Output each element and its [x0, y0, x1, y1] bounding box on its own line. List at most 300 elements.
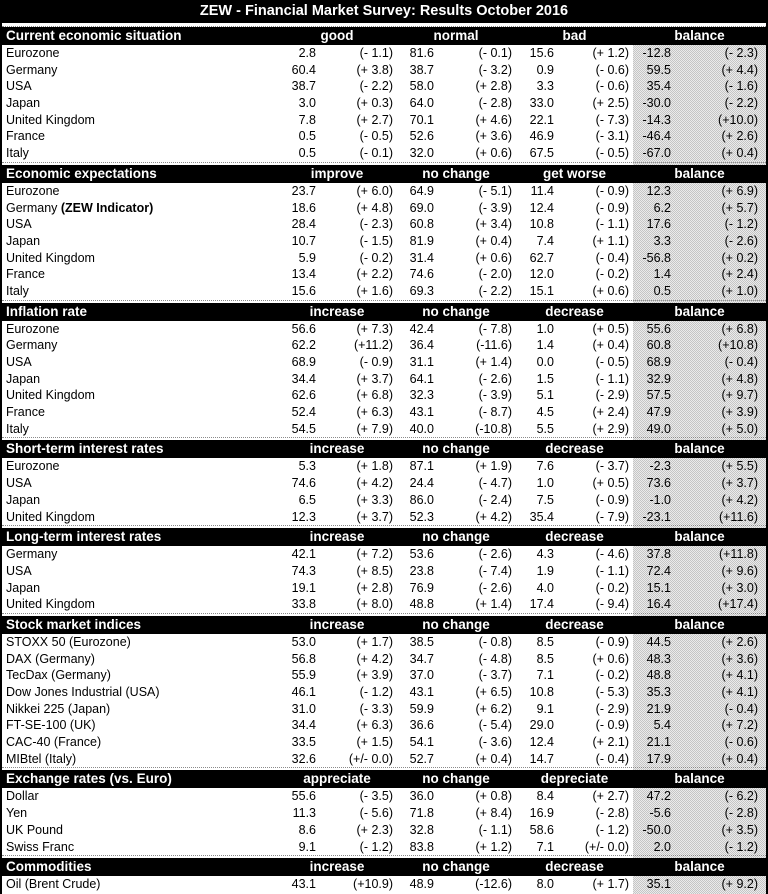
value-cell: 16.4 — [646, 597, 671, 612]
value-cell: 3.3 — [536, 79, 554, 94]
table-row — [2, 337, 766, 354]
value-cell: 81.6 — [409, 46, 434, 60]
row-label: USA — [6, 476, 32, 491]
column-header: decrease — [545, 441, 604, 457]
table-row — [2, 387, 766, 404]
value-cell: 21.1 — [646, 735, 671, 750]
change-cell: (- 3.1) — [595, 129, 629, 144]
value-cell: 55.6 — [646, 321, 671, 336]
change-cell: (+ 2.8) — [356, 580, 393, 595]
section-header — [2, 858, 766, 876]
change-cell: (- 0.6) — [595, 62, 629, 77]
table-row — [2, 45, 766, 62]
value-cell: 3.0 — [298, 96, 316, 111]
value-cell: 32.9 — [646, 371, 671, 386]
column-header: no change — [422, 859, 490, 875]
change-cell: (+ 9.6) — [721, 563, 758, 578]
table-row — [2, 283, 766, 300]
value-cell: 59.5 — [646, 62, 671, 77]
table-row — [2, 651, 766, 668]
change-cell: (- 2.6) — [478, 580, 512, 595]
value-cell: 35.1 — [646, 877, 671, 892]
change-cell: (- 2.9) — [595, 701, 629, 716]
column-header: appreciate — [303, 771, 371, 787]
row-label: CAC-40 (France) — [6, 735, 102, 750]
value-cell: 69.3 — [409, 283, 434, 298]
table-row — [2, 717, 766, 734]
change-cell: (+ 6.3) — [356, 405, 393, 420]
change-cell: (+ 0.6) — [475, 146, 512, 161]
section-title: Stock market indices — [6, 616, 142, 632]
value-cell: 60.8 — [646, 338, 671, 353]
change-cell: (- 2.6) — [478, 547, 512, 562]
change-cell: (+ 1.2) — [592, 46, 629, 60]
change-cell: (+ 3.8) — [356, 62, 393, 77]
change-cell: (- 0.1) — [478, 46, 512, 60]
change-cell: (+ 0.2) — [721, 250, 758, 265]
value-cell: 56.6 — [291, 321, 316, 336]
value-cell: 0.5 — [298, 129, 316, 144]
table-row — [2, 145, 766, 162]
value-cell: 3.3 — [653, 233, 671, 248]
change-cell: (- 0.4) — [595, 751, 629, 766]
value-cell: 23.8 — [409, 563, 434, 578]
row-label: USA — [6, 355, 32, 369]
change-cell: (- 1.2) — [359, 685, 393, 699]
change-cell: (- 2.2) — [478, 283, 512, 298]
value-cell: 52.6 — [409, 129, 434, 144]
change-cell: (- 1.1) — [595, 563, 629, 578]
change-cell: (+ 0.4) — [475, 751, 512, 766]
column-header: good — [320, 28, 354, 43]
value-cell: 68.9 — [646, 355, 671, 369]
change-cell: (+ 8.0) — [356, 597, 393, 612]
value-cell: 0.9 — [536, 62, 554, 77]
column-header: increase — [309, 441, 365, 457]
change-cell: (+ 4.2) — [356, 651, 393, 666]
change-cell: (+ 7.9) — [356, 421, 393, 436]
row-label: Japan — [6, 492, 41, 507]
value-cell: -1.0 — [649, 492, 671, 507]
change-cell: (+ 3.9) — [356, 668, 393, 683]
value-cell: 43.1 — [409, 405, 434, 420]
column-header: decrease — [545, 859, 604, 875]
change-cell: (+ 0.6) — [475, 250, 512, 265]
change-cell: (+ 4.2) — [356, 476, 393, 491]
change-cell: (- 9.4) — [595, 597, 629, 612]
column-header: no change — [422, 616, 490, 632]
table-row — [2, 580, 766, 597]
value-cell: 32.3 — [409, 388, 434, 403]
column-header: increase — [309, 303, 365, 319]
change-cell: (+ 3.0) — [721, 580, 758, 595]
column-header: increase — [309, 529, 365, 545]
column-header: depreciate — [540, 771, 609, 787]
change-cell: (+ 2.6) — [721, 129, 758, 144]
change-cell: (+ 8.5) — [356, 563, 393, 578]
change-cell: (+ 1.6) — [356, 283, 393, 298]
change-cell: (- 4.7) — [478, 476, 512, 491]
change-cell: (+10.0) — [718, 112, 758, 127]
change-cell: (+ 8.4) — [475, 806, 512, 821]
column-header: no change — [422, 165, 490, 181]
change-cell: (+ 6.0) — [356, 183, 393, 198]
change-cell: (- 0.4) — [724, 701, 758, 716]
change-cell: (+ 6.8) — [721, 321, 758, 336]
value-cell: 43.1 — [409, 685, 434, 699]
value-cell: 7.8 — [298, 112, 316, 127]
change-cell: (+ 2.1) — [592, 735, 629, 750]
value-cell: 8.6 — [298, 822, 316, 837]
value-cell: 62.7 — [529, 250, 554, 265]
change-cell: (+/- 0.0) — [584, 839, 629, 854]
row-label: Eurozone — [6, 46, 60, 60]
value-cell: 12.4 — [529, 200, 554, 215]
value-cell: 6.5 — [298, 492, 316, 507]
change-cell: (- 1.1) — [359, 46, 393, 60]
table-row — [2, 751, 766, 768]
column-header: balance — [674, 859, 725, 875]
row-label: USA — [6, 79, 32, 94]
change-cell: (+11.2) — [353, 338, 393, 353]
row-label: Italy — [6, 283, 29, 298]
value-cell: 47.9 — [646, 405, 671, 420]
change-cell: (- 5.6) — [359, 806, 393, 821]
section-header — [2, 303, 766, 321]
table-row — [2, 634, 766, 651]
change-cell: (+ 7.2) — [356, 547, 393, 562]
change-cell: (- 0.6) — [724, 735, 758, 750]
value-cell: 22.1 — [529, 112, 554, 127]
table-row — [2, 95, 766, 112]
change-cell: (+ 0.4) — [721, 751, 758, 766]
value-cell: 7.6 — [536, 459, 554, 474]
value-cell: 34.4 — [291, 371, 316, 386]
value-cell: 32.6 — [291, 751, 316, 766]
value-cell: 15.1 — [646, 580, 671, 595]
row-label: France — [6, 129, 45, 144]
change-cell: (- 3.5) — [359, 789, 393, 804]
table-row — [2, 822, 766, 839]
table-row — [2, 421, 766, 438]
change-cell: (- 0.9) — [595, 634, 629, 649]
change-cell: (+ 4.6) — [475, 112, 512, 127]
change-cell: (+ 1.8) — [356, 459, 393, 474]
change-cell: (- 0.9) — [595, 718, 629, 733]
value-cell: 7.5 — [536, 492, 554, 507]
value-cell: 81.9 — [409, 233, 434, 248]
change-cell: (- 0.1) — [359, 146, 393, 161]
value-cell: 21.9 — [646, 701, 671, 716]
table-row — [2, 354, 766, 371]
change-cell: (+ 1.0) — [721, 283, 758, 298]
value-cell: 0.5 — [298, 146, 316, 161]
value-cell: 44.5 — [646, 634, 671, 649]
section-title: Current economic situation — [6, 28, 182, 43]
change-cell: (+ 3.3) — [356, 492, 393, 507]
value-cell: 17.9 — [646, 751, 671, 766]
column-header: no change — [422, 771, 490, 787]
table-row — [2, 667, 766, 684]
change-cell: (+ 2.4) — [592, 405, 629, 420]
change-cell: (+ 7.3) — [356, 321, 393, 336]
value-cell: 9.1 — [536, 701, 554, 716]
value-cell: 52.3 — [409, 509, 434, 524]
change-cell: (- 0.2) — [359, 250, 393, 265]
change-cell: (- 7.9) — [595, 509, 629, 524]
column-header: no change — [422, 303, 490, 319]
change-cell: (-12.6) — [475, 877, 512, 892]
value-cell: 53.6 — [409, 547, 434, 562]
value-cell: 31.1 — [409, 355, 434, 369]
change-cell: (+ 2.9) — [592, 421, 629, 436]
value-cell: 19.1 — [291, 580, 316, 595]
value-cell: -46.4 — [642, 129, 671, 144]
value-cell: 73.6 — [646, 476, 671, 491]
value-cell: 15.1 — [529, 283, 554, 298]
change-cell: (- 0.4) — [595, 250, 629, 265]
value-cell: 29.0 — [529, 718, 554, 733]
change-cell: (+ 2.7) — [592, 789, 629, 804]
value-cell: 0.5 — [653, 283, 671, 298]
value-cell: 10.7 — [291, 233, 316, 248]
change-cell: (+/- 0.0) — [348, 751, 393, 766]
change-cell: (+11.6) — [718, 509, 758, 524]
table-row — [2, 216, 766, 233]
value-cell: 5.5 — [536, 421, 554, 436]
change-cell: (+ 4.8) — [721, 371, 758, 386]
change-cell: (- 5.1) — [478, 183, 512, 198]
change-cell: (- 0.2) — [595, 668, 629, 683]
table-row — [2, 183, 766, 200]
column-header: no change — [422, 441, 490, 457]
change-cell: (- 0.4) — [724, 355, 758, 369]
value-cell: 56.8 — [291, 651, 316, 666]
change-cell: (- 5.4) — [478, 718, 512, 733]
change-cell: (- 3.9) — [478, 200, 512, 215]
column-header: balance — [674, 441, 725, 457]
column-header: increase — [309, 859, 365, 875]
change-cell: (+10.9) — [353, 877, 393, 892]
table-row — [2, 876, 766, 893]
column-header: decrease — [545, 303, 604, 319]
value-cell: 14.7 — [529, 751, 554, 766]
change-cell: (- 2.8) — [595, 806, 629, 821]
change-cell: (+ 1.1) — [592, 233, 629, 248]
row-label: DAX (Germany) — [6, 651, 95, 666]
value-cell: 35.4 — [646, 79, 671, 94]
change-cell: (+ 0.6) — [592, 651, 629, 666]
change-cell: (- 4.6) — [595, 547, 629, 562]
value-cell: 59.9 — [409, 701, 434, 716]
value-cell: 17.4 — [529, 597, 554, 612]
value-cell: 33.8 — [291, 597, 316, 612]
value-cell: 5.3 — [298, 459, 316, 474]
change-cell: (- 7.3) — [595, 112, 629, 127]
change-cell: (+ 6.3) — [356, 718, 393, 733]
value-cell: 15.6 — [529, 46, 554, 60]
value-cell: 60.8 — [409, 217, 434, 232]
table-row — [2, 805, 766, 822]
value-cell: 34.7 — [409, 651, 434, 666]
value-cell: 0.0 — [536, 355, 554, 369]
value-cell: 49.0 — [646, 421, 671, 436]
section-header — [2, 616, 766, 634]
change-cell: (- 0.6) — [595, 79, 629, 94]
row-label: Nikkei 225 (Japan) — [6, 701, 111, 716]
table-row — [2, 839, 766, 856]
change-cell: (- 1.1) — [595, 217, 629, 232]
change-cell: (+ 1.7) — [356, 634, 393, 649]
change-cell: (- 8.7) — [478, 405, 512, 420]
value-cell: 46.1 — [291, 685, 316, 699]
value-cell: 1.0 — [536, 321, 554, 336]
change-cell: (- 2.6) — [724, 233, 758, 248]
value-cell: 23.7 — [291, 183, 316, 198]
row-label: Japan — [6, 580, 41, 595]
value-cell: 83.8 — [409, 839, 434, 854]
section-header — [2, 27, 766, 45]
row-label: Italy — [6, 421, 29, 436]
section-header — [2, 528, 766, 546]
value-cell: 12.0 — [529, 267, 554, 282]
change-cell: (- 3.9) — [478, 388, 512, 403]
value-cell: 12.4 — [529, 735, 554, 750]
table-row — [2, 546, 766, 563]
value-cell: 4.5 — [536, 405, 554, 420]
value-cell: 68.9 — [291, 355, 316, 369]
row-label: United Kingdom — [6, 388, 95, 403]
value-cell: 67.5 — [529, 146, 554, 161]
column-header: balance — [674, 28, 725, 43]
change-cell: (+ 1.4) — [475, 355, 512, 369]
value-cell: 40.0 — [409, 421, 434, 436]
change-cell: (+ 5.7) — [721, 200, 758, 215]
value-cell: -12.8 — [642, 46, 671, 60]
value-cell: 8.5 — [536, 651, 554, 666]
table-row — [2, 200, 766, 217]
value-cell: 1.9 — [536, 563, 554, 578]
change-cell: (-10.8) — [475, 421, 512, 436]
change-cell: (+ 3.9) — [721, 405, 758, 420]
table-row — [2, 492, 766, 509]
change-cell: (- 2.2) — [724, 96, 758, 111]
change-cell: (+ 4.4) — [721, 62, 758, 77]
value-cell: 10.8 — [529, 217, 554, 232]
change-cell: (+ 5.0) — [721, 421, 758, 436]
change-cell: (- 1.1) — [478, 822, 512, 837]
column-header: balance — [674, 616, 725, 632]
value-cell: 57.5 — [646, 388, 671, 403]
value-cell: 7.1 — [536, 668, 554, 683]
change-cell: (- 1.2) — [359, 839, 393, 854]
change-cell: (+ 0.3) — [356, 96, 393, 111]
column-header: bad — [562, 28, 587, 43]
change-cell: (+ 0.5) — [592, 321, 629, 336]
table-row — [2, 596, 766, 613]
value-cell: 2.0 — [653, 839, 671, 854]
value-cell: 54.5 — [291, 421, 316, 436]
value-cell: -23.1 — [642, 509, 671, 524]
change-cell: (- 0.2) — [595, 580, 629, 595]
value-cell: -50.0 — [642, 822, 671, 837]
change-cell: (- 2.3) — [724, 46, 758, 60]
value-cell: 32.0 — [409, 146, 434, 161]
change-cell: (+17.4) — [718, 597, 758, 612]
value-cell: 64.9 — [409, 183, 434, 198]
change-cell: (+ 4.1) — [721, 668, 758, 683]
change-cell: (+ 6.5) — [475, 685, 512, 699]
change-cell: (+ 5.5) — [721, 459, 758, 474]
value-cell: 34.4 — [291, 718, 316, 733]
table-row — [2, 250, 766, 267]
table-row — [2, 78, 766, 95]
value-cell: 38.5 — [409, 634, 434, 649]
change-cell: (+ 4.2) — [475, 509, 512, 524]
change-cell: (- 6.2) — [724, 789, 758, 804]
table-row — [2, 112, 766, 129]
value-cell: -67.0 — [642, 146, 671, 161]
change-cell: (- 1.2) — [595, 822, 629, 837]
change-cell: (+ 2.5) — [592, 96, 629, 111]
change-cell: (- 3.3) — [359, 701, 393, 716]
change-cell: (- 3.7) — [478, 668, 512, 683]
value-cell: 54.1 — [409, 735, 434, 750]
value-cell: 74.6 — [409, 267, 434, 282]
value-cell: 52.4 — [291, 405, 316, 420]
value-cell: 35.4 — [529, 509, 554, 524]
table-row — [2, 266, 766, 283]
value-cell: 4.3 — [536, 547, 554, 562]
value-cell: 1.0 — [536, 476, 554, 491]
value-cell: 36.4 — [409, 338, 434, 353]
change-cell: (+11.8) — [718, 547, 758, 562]
row-label: Dow Jones Industrial (USA) — [6, 685, 160, 699]
table-row — [2, 458, 766, 475]
value-cell: 37.0 — [409, 668, 434, 683]
column-header: no change — [422, 529, 490, 545]
change-cell: (- 0.5) — [595, 355, 629, 369]
change-cell: (+ 4.8) — [356, 200, 393, 215]
change-cell: (+ 4.1) — [721, 685, 758, 699]
table-row — [2, 321, 766, 338]
value-cell: 1.5 — [536, 371, 554, 386]
change-cell: (- 7.4) — [478, 563, 512, 578]
change-cell: (- 3.2) — [478, 62, 512, 77]
row-label: Germany — [6, 62, 58, 77]
row-label: TecDax (Germany) — [6, 668, 111, 683]
change-cell: (- 7.8) — [478, 321, 512, 336]
value-cell: 2.8 — [298, 46, 316, 60]
row-label: Yen — [6, 806, 28, 821]
change-cell: (+ 0.4) — [721, 146, 758, 161]
change-cell: (+ 2.8) — [475, 79, 512, 94]
value-cell: 70.1 — [409, 112, 434, 127]
change-cell: (+ 2.7) — [356, 112, 393, 127]
section-title: Exchange rates (vs. Euro) — [6, 771, 172, 787]
row-label: France — [6, 267, 45, 282]
change-cell: (- 0.5) — [595, 146, 629, 161]
row-label: USA — [6, 563, 32, 578]
value-cell: -56.8 — [642, 250, 671, 265]
row-label: Germany — [6, 547, 58, 562]
change-cell: (- 0.5) — [359, 129, 393, 144]
value-cell: 28.4 — [291, 217, 316, 232]
value-cell: 36.6 — [409, 718, 434, 733]
value-cell: 74.3 — [291, 563, 316, 578]
change-cell: (+ 0.8) — [475, 789, 512, 804]
column-header: decrease — [545, 616, 604, 632]
